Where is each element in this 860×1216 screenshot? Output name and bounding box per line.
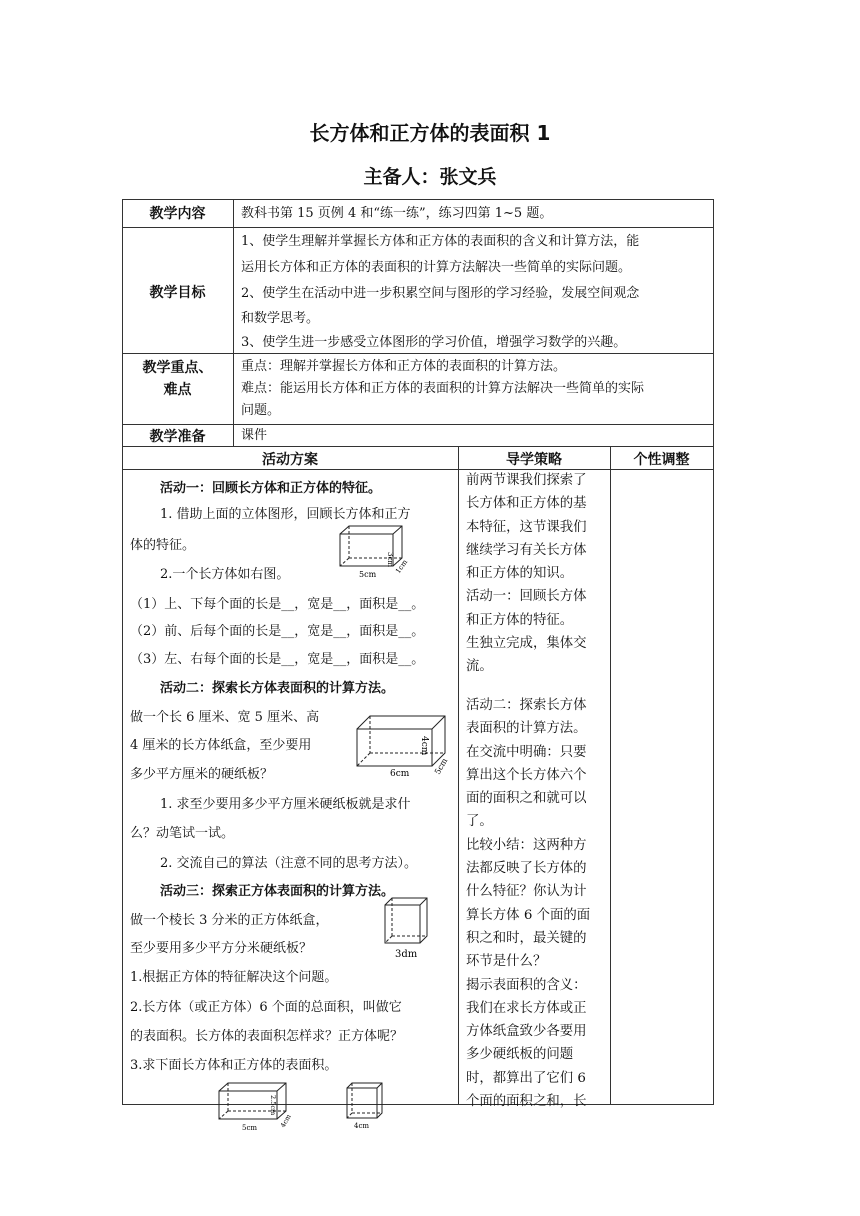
activity-2-line: 2. 交流自己的算法（注意不同的思考方法）。	[160, 856, 418, 871]
key-line: 重点：理解并掌握长方体和正方体的表面积的计算方法。	[241, 359, 567, 374]
activity-1-title: 活动一：回顾长方体和正方体的特征。	[160, 481, 382, 496]
key-line: 难点：能运用长方体和正方体的表面积的计算方法解决一些简单的实际	[241, 381, 645, 396]
goal-line: 和数学思考。	[241, 311, 320, 326]
guide-line: 活动一：回顾长方体	[466, 589, 587, 605]
cuboid-figure-2	[352, 712, 452, 780]
guide-line: 生独立完成，集体交	[466, 636, 587, 652]
activity-2-line: 4 厘米的长方体纸盒，至少要用	[130, 738, 312, 753]
guide-line: 算出这个长方体六个	[466, 767, 587, 783]
activity-2-line: 多少平方厘米的硬纸板？	[130, 767, 274, 782]
fig5-edge-label: 4cm	[354, 1122, 370, 1130]
label-key-points: 教学重点、 难点	[142, 360, 213, 398]
fig4-width-label: 4cm	[278, 1112, 293, 1129]
guide-line: 多少硬纸板的问题	[466, 1047, 574, 1063]
goal-line: 1、使学生理解并掌握长方体和正方体的表面积的含义和计算方法，能	[241, 234, 640, 249]
goal-line: 运用长方体和正方体的表面积的计算方法解决一些简单的实际问题。	[241, 260, 632, 275]
guide-line: 长方体和正方体的基	[466, 496, 587, 512]
activity-1-question: （1）上、下每个面的长是__，宽是__，面积是__。	[130, 597, 425, 612]
guide-line: 积之和时，最关键的	[466, 930, 587, 946]
guide-line: 表面积的计算方法。	[466, 721, 587, 737]
guide-line: 比较小结：这两种方	[466, 837, 587, 853]
guide-line: 活动二：探索长方体	[466, 698, 587, 713]
column-header-adjust: 个性调整	[633, 452, 690, 468]
activity-3-line: 至少要用多少平方分米硬纸板？	[130, 941, 313, 956]
activity-2-line: 做一个长 6 厘米、宽 5 厘米、高	[130, 710, 320, 725]
activity-1-question: （3）左、右每个面的长是__，宽是__，面积是__。	[130, 652, 425, 667]
guide-line: 我们在求长方体或正	[466, 1000, 587, 1016]
label-teaching-prep: 教学准备	[149, 429, 206, 445]
guide-line: 流。	[466, 659, 493, 675]
key-line: 问题。	[241, 403, 281, 418]
cuboid-figure-4	[214, 1078, 298, 1133]
activity-2-line: 么？动笔试一试。	[130, 826, 235, 841]
guide-block-2	[466, 694, 606, 1113]
guide-line: 面的面积之和就可以	[466, 791, 587, 807]
cuboid-figure-1	[335, 522, 415, 582]
guide-block-1	[466, 469, 606, 679]
activity-2-title: 活动二：探索长方体表面积的计算方法。	[160, 681, 395, 696]
activity-1-line: 2.一个长方体如右图。	[160, 567, 290, 582]
preparer-name: 主备人：张文兵	[363, 166, 497, 188]
activity-3-line: 1.根据正方体的特征解决这个问题。	[130, 970, 338, 985]
label-teaching-content: 教学内容	[149, 206, 206, 222]
guide-line: 环节是什么？	[466, 954, 547, 970]
fig2-width-label: 5cm	[432, 756, 450, 776]
activity-1-line: 体的特征。	[130, 538, 196, 553]
label-teaching-goals: 教学目标	[149, 285, 206, 301]
guide-line: 法都反映了长方体的	[466, 861, 587, 877]
guide-line: 和正方体的特征。	[466, 612, 574, 628]
fig4-height-label: 2.5cm	[269, 1095, 277, 1116]
fig2-length-label: 6cm	[390, 769, 410, 779]
guide-line: 算长方体 6 个面的面	[466, 907, 591, 923]
guide-line: 揭示表面积的含义：	[466, 977, 587, 993]
guide-line: 时，都算出了它们 6	[466, 1070, 586, 1086]
fig1-height-label: 3cm	[386, 552, 394, 568]
teaching-content-text: 教科书第 15 页例 4 和“练一练”，练习四第 1~5 题。	[241, 206, 553, 221]
fig4-length-label: 5cm	[242, 1124, 258, 1132]
activity-1-question: （2）前、后每个面的长是__，宽是__，面积是__。	[130, 624, 425, 639]
guide-line: 继续学习有关长方体	[466, 542, 587, 558]
fig1-length-label: 5cm	[359, 570, 377, 579]
guide-line: 了。	[466, 814, 493, 830]
activity-2-line: 1. 求至少要用多少平方厘米硬纸板就是求什	[160, 797, 411, 812]
activity-3-line: 2.长方体（或正方体）6 个面的总面积，叫做它	[130, 1000, 402, 1015]
guide-line: 个面的面积之和，长	[466, 1094, 587, 1110]
activity-1-line: 1. 借助上面的立体图形，回顾长方体和正方	[160, 507, 411, 522]
cube-figure-3	[380, 893, 436, 963]
guide-line: 方体纸盒致少各要用	[466, 1024, 587, 1040]
guide-line: 在交流中明确：只要	[466, 744, 587, 760]
guide-line: 前两节课我们探索了	[466, 473, 587, 488]
guide-line: 什么特征？你认为计	[466, 884, 587, 900]
activity-3-line: 的表面积。长方体的表面积怎样求？正方体呢？	[130, 1029, 404, 1044]
guide-line: 和正方体的知识。	[466, 566, 574, 582]
goal-line: 2、使学生在活动中进一步积累空间与图形的学习经验，发展空间观念	[241, 286, 640, 301]
fig2-height-label: 4cm	[419, 736, 429, 756]
teaching-prep-text: 课件	[241, 428, 268, 443]
fig3-edge-label: 3dm	[395, 949, 418, 960]
document-title: 长方体和正方体的表面积 1	[309, 121, 551, 145]
activity-3-line: 3.求下面长方体和正方体的表面积。	[130, 1058, 338, 1073]
column-header-guide: 导学策略	[506, 452, 562, 468]
fig1-width-label: 1cm	[394, 558, 410, 576]
guide-line: 本特征，这节课我们	[466, 519, 587, 535]
column-header-activity: 活动方案	[262, 452, 318, 468]
goal-line: 3、使学生进一步感受立体图形的学习价值，增强学习数学的兴趣。	[241, 335, 627, 350]
activity-3-title: 活动三：探索正方体表面积的计算方法。	[160, 884, 395, 899]
activity-3-line: 做一个棱长 3 分米的正方体纸盒，	[130, 913, 329, 928]
cube-figure-5	[343, 1079, 387, 1131]
